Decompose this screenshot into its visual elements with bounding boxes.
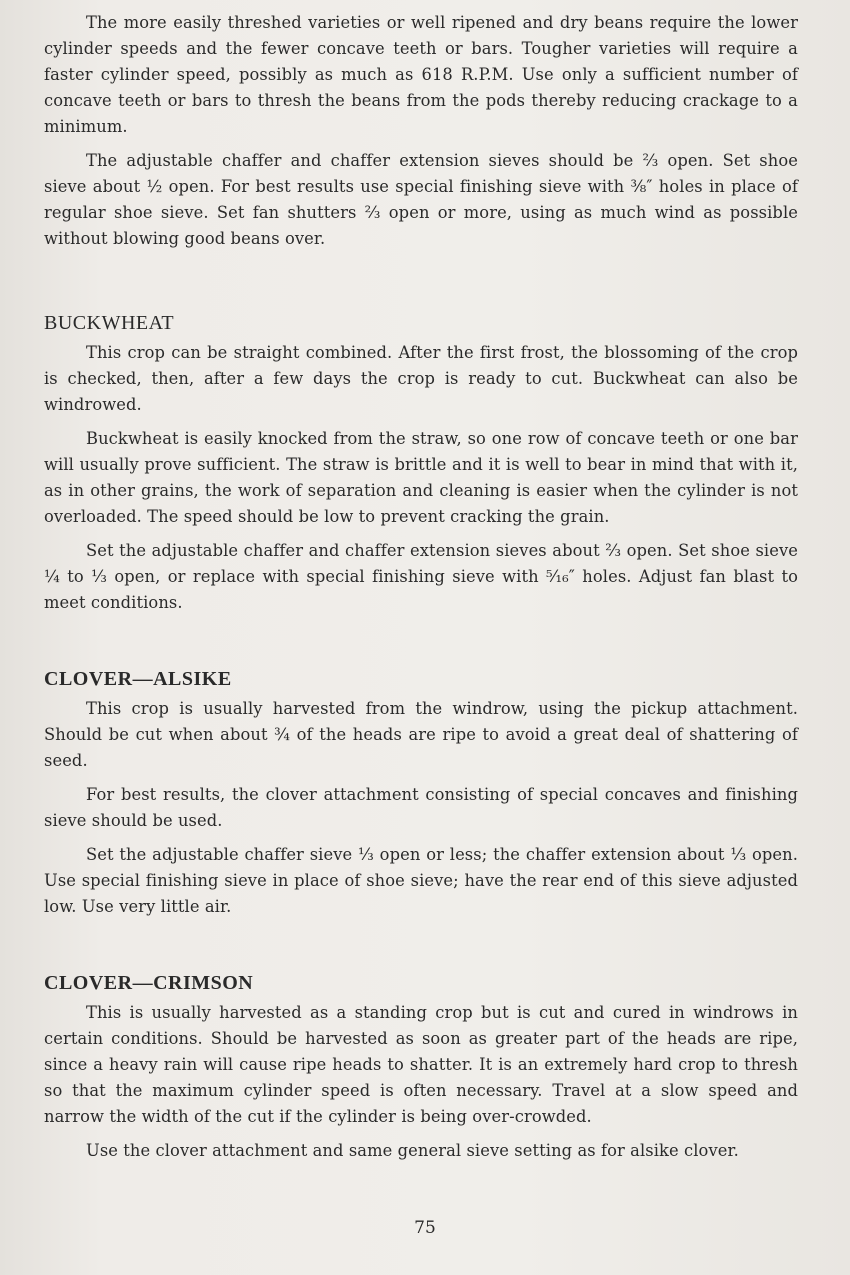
buckwheat-paragraph-1: This crop can be straight combined. After the first frost, the blossoming of the crop is checked, then, after a few days the crop is ready to cut. Buckwheat can also be windrowed.: [44, 343, 798, 414]
intro-paragraph-1: The more easily threshed varieties or well ripened and dry beans require the lower cylinder speeds and the fewer concave teeth or bars. Tougher varieties will require a faster cylinder speed, possibly as much as 618 R.P.M. Use only a sufficient number of concave teeth or bars to thresh the beans from the pods thereby reducing crackage to a minimum.: [44, 13, 798, 136]
clover-alsike-heading: CLOVER—ALSIKE: [44, 668, 232, 690]
buckwheat-paragraph-2: Buckwheat is easily knocked from the straw, so one row of concave teeth or one bar will usually prove sufficient. The straw is brittle and it is well to bear in mind that with it, as in other grains, the work of separation and cleaning is easier when the cylinder is not overloaded. The speed should be low to prevent cracking the grain.: [44, 429, 798, 526]
clover-alsike-paragraph-2: For best results, the clover attachment consisting of special concaves and finishing sieve should be used.: [44, 785, 798, 830]
clover-alsike-paragraph-1: This crop is usually harvested from the windrow, using the pickup attachment. Should be cut when about ¾ of the heads are ripe to avoid a great deal of shattering of seed.: [44, 699, 798, 770]
intro-paragraph-2: The adjustable chaffer and chaffer extension sieves should be ⅔ open. Set shoe sieve about ½ open. For best results use special finishing sieve with ⅜″ holes in place of regular shoe sieve. Set fan shutters ⅔ open or more, using as much wind as possible without blowing good beans over.: [44, 151, 798, 248]
section-gap: [44, 260, 798, 310]
clover-crimson-paragraph-2: Use the clover attachment and same general sieve setting as for alsike clover.: [86, 1141, 739, 1160]
clover-crimson-heading: CLOVER—CRIMSON: [44, 972, 254, 994]
section-gap: [44, 624, 798, 666]
clover-crimson-paragraph-1: This is usually harvested as a standing crop but is cut and cured in windrows in certain conditions. Should be harvested as soon as greater part of the heads are ripe, since a heavy rain will cause ripe heads to shatter. It is an extremely hard crop to thresh so that the maximum cylinder speed is often necessary. Travel at a slow speed and narrow the width of the cut if the cylinder is being over-crowded.: [44, 1003, 798, 1126]
page-number: 75: [414, 1218, 436, 1238]
clover-alsike-paragraph-3: Set the adjustable chaffer sieve ⅓ open or less; the chaffer extension about ⅓ open. Use special finishing sieve in place of shoe sieve; have the rear end of this sieve adjusted low. Use very little air.: [44, 845, 798, 916]
section-gap: [44, 928, 798, 970]
buckwheat-paragraph-3: Set the adjustable chaffer and chaffer extension sieves about ⅔ open. Set shoe sieve ¼ to ⅓ open, or replace with special finishing sieve with ⁵⁄₁₆″ holes. Adjust fan blast to meet conditions.: [44, 541, 798, 612]
buckwheat-heading: BUCKWHEAT: [44, 312, 175, 334]
